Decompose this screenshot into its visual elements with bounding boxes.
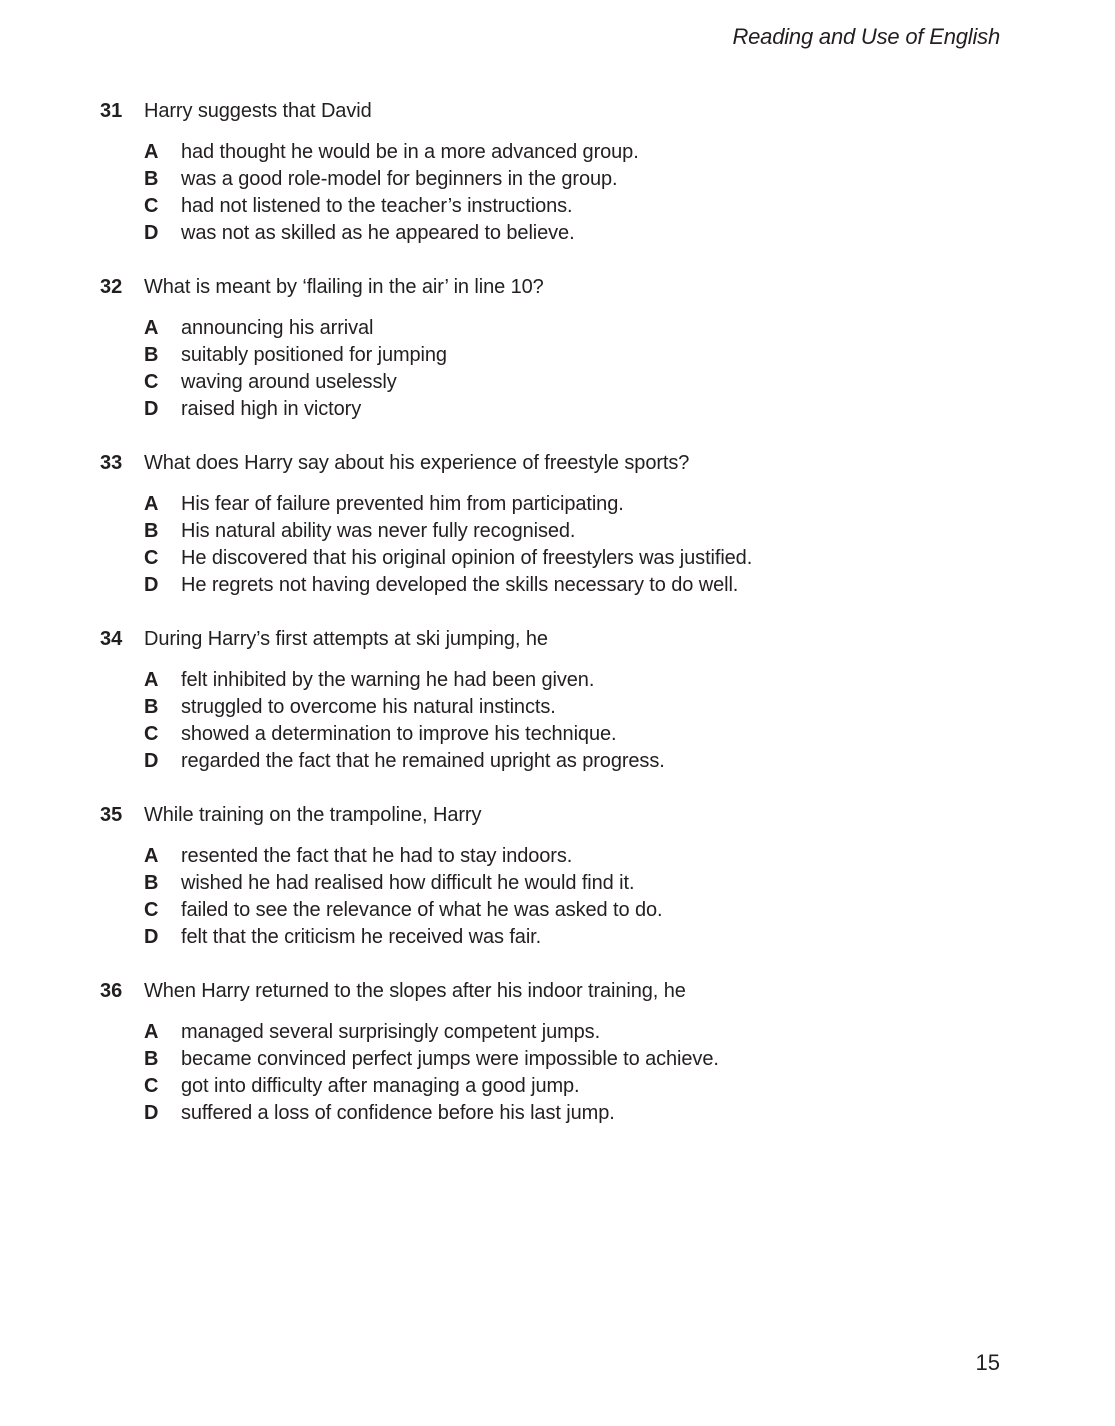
option-letter: A [144, 141, 159, 163]
question-stem-line [100, 274, 1000, 301]
option-list [144, 139, 1000, 247]
option-letter: D [144, 222, 159, 244]
option-a [144, 1019, 1000, 1046]
question-stem: Harry suggests that David [144, 100, 372, 122]
question-32 [100, 274, 1000, 423]
option-text: showed a determination to improve his technique. [181, 723, 617, 745]
question-number: 34 [100, 628, 123, 650]
option-c [144, 721, 1000, 748]
option-letter: A [144, 493, 159, 515]
option-c [144, 193, 1000, 220]
option-b [144, 342, 1000, 369]
option-letter: C [144, 1075, 159, 1097]
option-letter: C [144, 547, 159, 569]
question-number: 35 [100, 804, 123, 826]
option-letter: D [144, 1102, 159, 1124]
question-stem-line [100, 978, 1000, 1005]
option-d [144, 572, 1000, 599]
question-stem: During Harry’s first attempts at ski jumping, he [144, 628, 548, 650]
option-text: announcing his arrival [181, 317, 374, 339]
option-b [144, 694, 1000, 721]
option-b [144, 518, 1000, 545]
option-d [144, 220, 1000, 247]
option-text: resented the fact that he had to stay indoors. [181, 845, 573, 867]
option-b [144, 870, 1000, 897]
option-d [144, 1100, 1000, 1127]
question-stem: What does Harry say about his experience of freestyle sports? [144, 452, 690, 474]
option-letter: B [144, 696, 159, 718]
option-text: felt that the criticism he received was fair. [181, 926, 542, 948]
option-b [144, 166, 1000, 193]
question-stem: When Harry returned to the slopes after his indoor training, he [144, 980, 686, 1002]
option-text: had thought he would be in a more advanced group. [181, 141, 639, 163]
question-stem-line [100, 450, 1000, 477]
option-letter: D [144, 398, 159, 420]
option-letter: B [144, 344, 159, 366]
option-d [144, 396, 1000, 423]
option-letter: A [144, 845, 159, 867]
option-letter: D [144, 574, 159, 596]
question-31 [100, 98, 1000, 247]
option-text: regarded the fact that he remained upright as progress. [181, 750, 665, 772]
option-letter: C [144, 899, 159, 921]
page-number: 15 [975, 1350, 1000, 1375]
option-a [144, 667, 1000, 694]
option-a [144, 843, 1000, 870]
option-c [144, 545, 1000, 572]
option-letter: C [144, 723, 159, 745]
option-b [144, 1046, 1000, 1073]
option-c [144, 369, 1000, 396]
option-text: waving around uselessly [181, 371, 397, 393]
option-text: got into difficulty after managing a good jump. [181, 1075, 580, 1097]
option-text: He regrets not having developed the skills necessary to do well. [181, 574, 739, 596]
option-letter: A [144, 669, 159, 691]
option-letter: C [144, 371, 159, 393]
option-text: felt inhibited by the warning he had been given. [181, 669, 595, 691]
question-stem-line [100, 626, 1000, 653]
option-list [144, 667, 1000, 775]
option-text: suffered a loss of confidence before his last jump. [181, 1102, 615, 1124]
question-33 [100, 450, 1000, 599]
option-list [144, 843, 1000, 951]
option-c [144, 1073, 1000, 1100]
option-text: failed to see the relevance of what he was asked to do. [181, 899, 663, 921]
option-text: had not listened to the teacher’s instructions. [181, 195, 573, 217]
option-letter: B [144, 168, 159, 190]
option-text: suitably positioned for jumping [181, 344, 447, 366]
option-list [144, 315, 1000, 423]
question-stem-line [100, 98, 1000, 125]
option-letter: B [144, 520, 159, 542]
option-list [144, 1019, 1000, 1127]
question-number: 32 [100, 276, 123, 298]
question-list [100, 98, 1000, 1154]
option-text: struggled to overcome his natural instincts. [181, 696, 556, 718]
option-letter: C [144, 195, 159, 217]
option-text: His fear of failure prevented him from participating. [181, 493, 624, 515]
option-text: was a good role-model for beginners in the group. [181, 168, 618, 190]
option-a [144, 139, 1000, 166]
option-text: wished he had realised how difficult he would find it. [181, 872, 635, 894]
question-number: 36 [100, 980, 123, 1002]
question-number: 33 [100, 452, 123, 474]
question-stem: What is meant by ‘flailing in the air’ in line 10? [144, 276, 544, 298]
option-letter: D [144, 926, 159, 948]
option-d [144, 748, 1000, 775]
option-text: became convinced perfect jumps were impossible to achieve. [181, 1048, 719, 1070]
section-title: Reading and Use of English [732, 24, 1000, 49]
question-number: 31 [100, 100, 123, 122]
question-stem-line [100, 802, 1000, 829]
option-text: raised high in victory [181, 398, 362, 420]
option-c [144, 897, 1000, 924]
question-35 [100, 802, 1000, 951]
option-text: His natural ability was never fully recognised. [181, 520, 576, 542]
option-text: was not as skilled as he appeared to believe. [181, 222, 575, 244]
option-a [144, 491, 1000, 518]
option-text: managed several surprisingly competent jumps. [181, 1021, 601, 1043]
option-letter: D [144, 750, 159, 772]
question-stem: While training on the trampoline, Harry [144, 804, 482, 826]
option-list [144, 491, 1000, 599]
question-36 [100, 978, 1000, 1127]
option-letter: A [144, 317, 159, 339]
option-letter: A [144, 1021, 159, 1043]
option-d [144, 924, 1000, 951]
option-text: He discovered that his original opinion of freestylers was justified. [181, 547, 753, 569]
question-34 [100, 626, 1000, 775]
option-letter: B [144, 872, 159, 894]
option-letter: B [144, 1048, 159, 1070]
option-a [144, 315, 1000, 342]
